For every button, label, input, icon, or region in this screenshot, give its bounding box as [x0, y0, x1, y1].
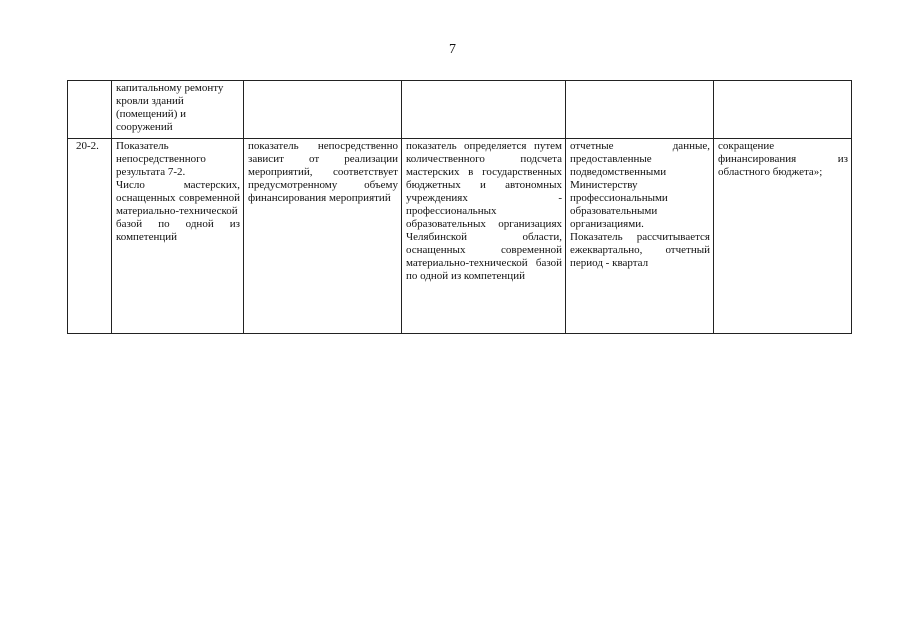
table-cell-consequence	[714, 81, 852, 139]
table-row	[68, 81, 852, 139]
table-cell-source	[566, 81, 714, 139]
table-cell-indicator-name: Показатель непосредственного результата 7-2. Число мастерских, оснащенных современной материально-технической базой по одной из компетенций	[112, 139, 244, 334]
table-cell-method: показатель определяется путем количественного подсчета мастерских в государственных бюджетных и автономных учреждениях - профессиональных образовательных организациях Челябинской области, оснащенных современной материально-технической базой по одной из компетенций	[402, 139, 566, 334]
table-cell-method	[402, 81, 566, 139]
table-row	[68, 139, 852, 334]
table-cell-relation: показатель непосредственно зависит от реализации мероприятий, соответствует предусмотренному объему финансирования мероприятий	[244, 139, 402, 334]
table-cell-number: 20-2.	[68, 139, 112, 334]
table-cell-indicator-name: капитальному ремонту кровли зданий (помещений) и сооружений	[112, 81, 244, 139]
table-cell-number	[68, 81, 112, 139]
page-number: 7	[449, 42, 456, 57]
table-cell-source: отчетные данные, предоставленные подведомственными Министерству профессиональными образовательными организациями. Показатель рассчитывается ежеквартально, отчетный период - квартал	[566, 139, 714, 334]
table-cell-relation	[244, 81, 402, 139]
indicator-table	[67, 80, 852, 334]
table-cell-consequence: сокращение финансирования из областного бюджета»;	[714, 139, 852, 334]
